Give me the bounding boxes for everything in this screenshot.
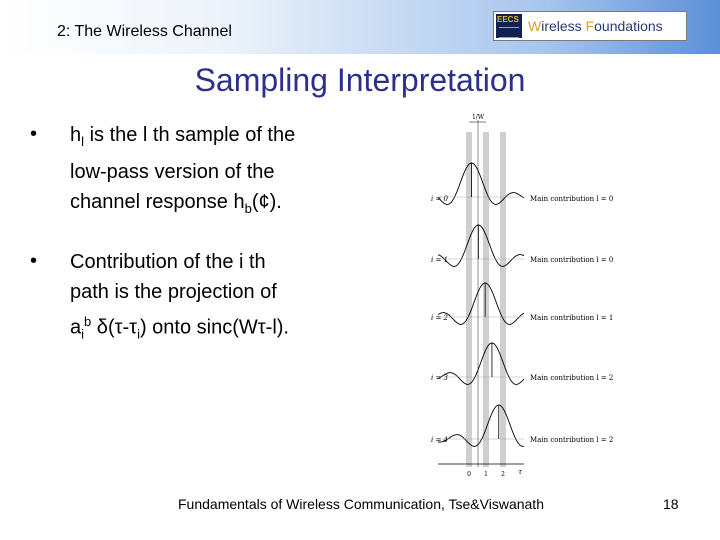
row-left-label-4: i = 4	[431, 436, 449, 444]
logo-eecs-text: EECS	[497, 15, 519, 24]
row-left-label-1: i = 1	[431, 256, 449, 264]
sample-band-2	[500, 132, 506, 467]
axis-label-2: 2	[501, 471, 505, 478]
row-right-label-0: Main contribution l = 0	[530, 195, 614, 203]
sinc-projection-figure	[428, 112, 628, 482]
row-left-label-0: i = 0	[431, 195, 449, 203]
axis-label-1: 1	[484, 471, 488, 478]
bullet-2-line-2: path is the projection of	[70, 281, 277, 303]
axis-var-label: τ	[518, 468, 522, 476]
bullet-2-line-1: Contribution of the i th	[70, 251, 266, 273]
row-left-label-2: i = 2	[431, 314, 449, 322]
logo-text: Wireless Foundations	[528, 18, 663, 34]
axis-label-0: 0	[467, 471, 471, 478]
page-number: 18	[663, 496, 679, 512]
sample-band-1	[483, 132, 489, 467]
sinc-curve-4	[438, 405, 524, 446]
bullet-marker-1: •	[30, 123, 38, 145]
row-left-label-3: i = 3	[431, 374, 449, 382]
bullet-2-line-3: $a_i^b$ $\delta(\tau-\tau_i)$ onto sinc(Wτ-l).	[70, 314, 289, 342]
bullet-1-line-1: $h_l$ is the l th sample of the	[70, 124, 296, 149]
chapter-title: 2: The Wireless Channel	[57, 23, 232, 40]
row-right-label-2: Main contribution l = 1	[530, 314, 614, 322]
row-right-label-4: Main contribution l = 2	[530, 436, 614, 444]
eecs-logo-icon	[496, 14, 522, 38]
wireless-foundations-logo	[493, 11, 687, 41]
figure-top-label: 1/W	[471, 114, 485, 121]
sample-band-0	[466, 132, 472, 467]
bullet-1-line-3: channel response $h_b(¢)$.	[70, 191, 282, 216]
sinc-curve-2	[438, 283, 524, 324]
sinc-curve-0	[438, 163, 524, 204]
sinc-curve-1	[438, 225, 524, 266]
bullet-2-text	[70, 247, 400, 350]
bullet-marker-2: •	[30, 250, 38, 272]
sinc-curve-3	[438, 343, 524, 384]
slide-title: Sampling Interpretation	[194, 62, 526, 98]
bullet-1-text	[70, 120, 400, 224]
footer-text: Fundamentals of Wireless Communication, Tse&Viswanath	[178, 496, 544, 512]
bullet-1-line-2: low-pass version of the	[70, 161, 275, 183]
row-right-label-1: Main contribution l = 0	[530, 256, 614, 264]
row-right-label-3: Main contribution l = 2	[530, 374, 614, 382]
